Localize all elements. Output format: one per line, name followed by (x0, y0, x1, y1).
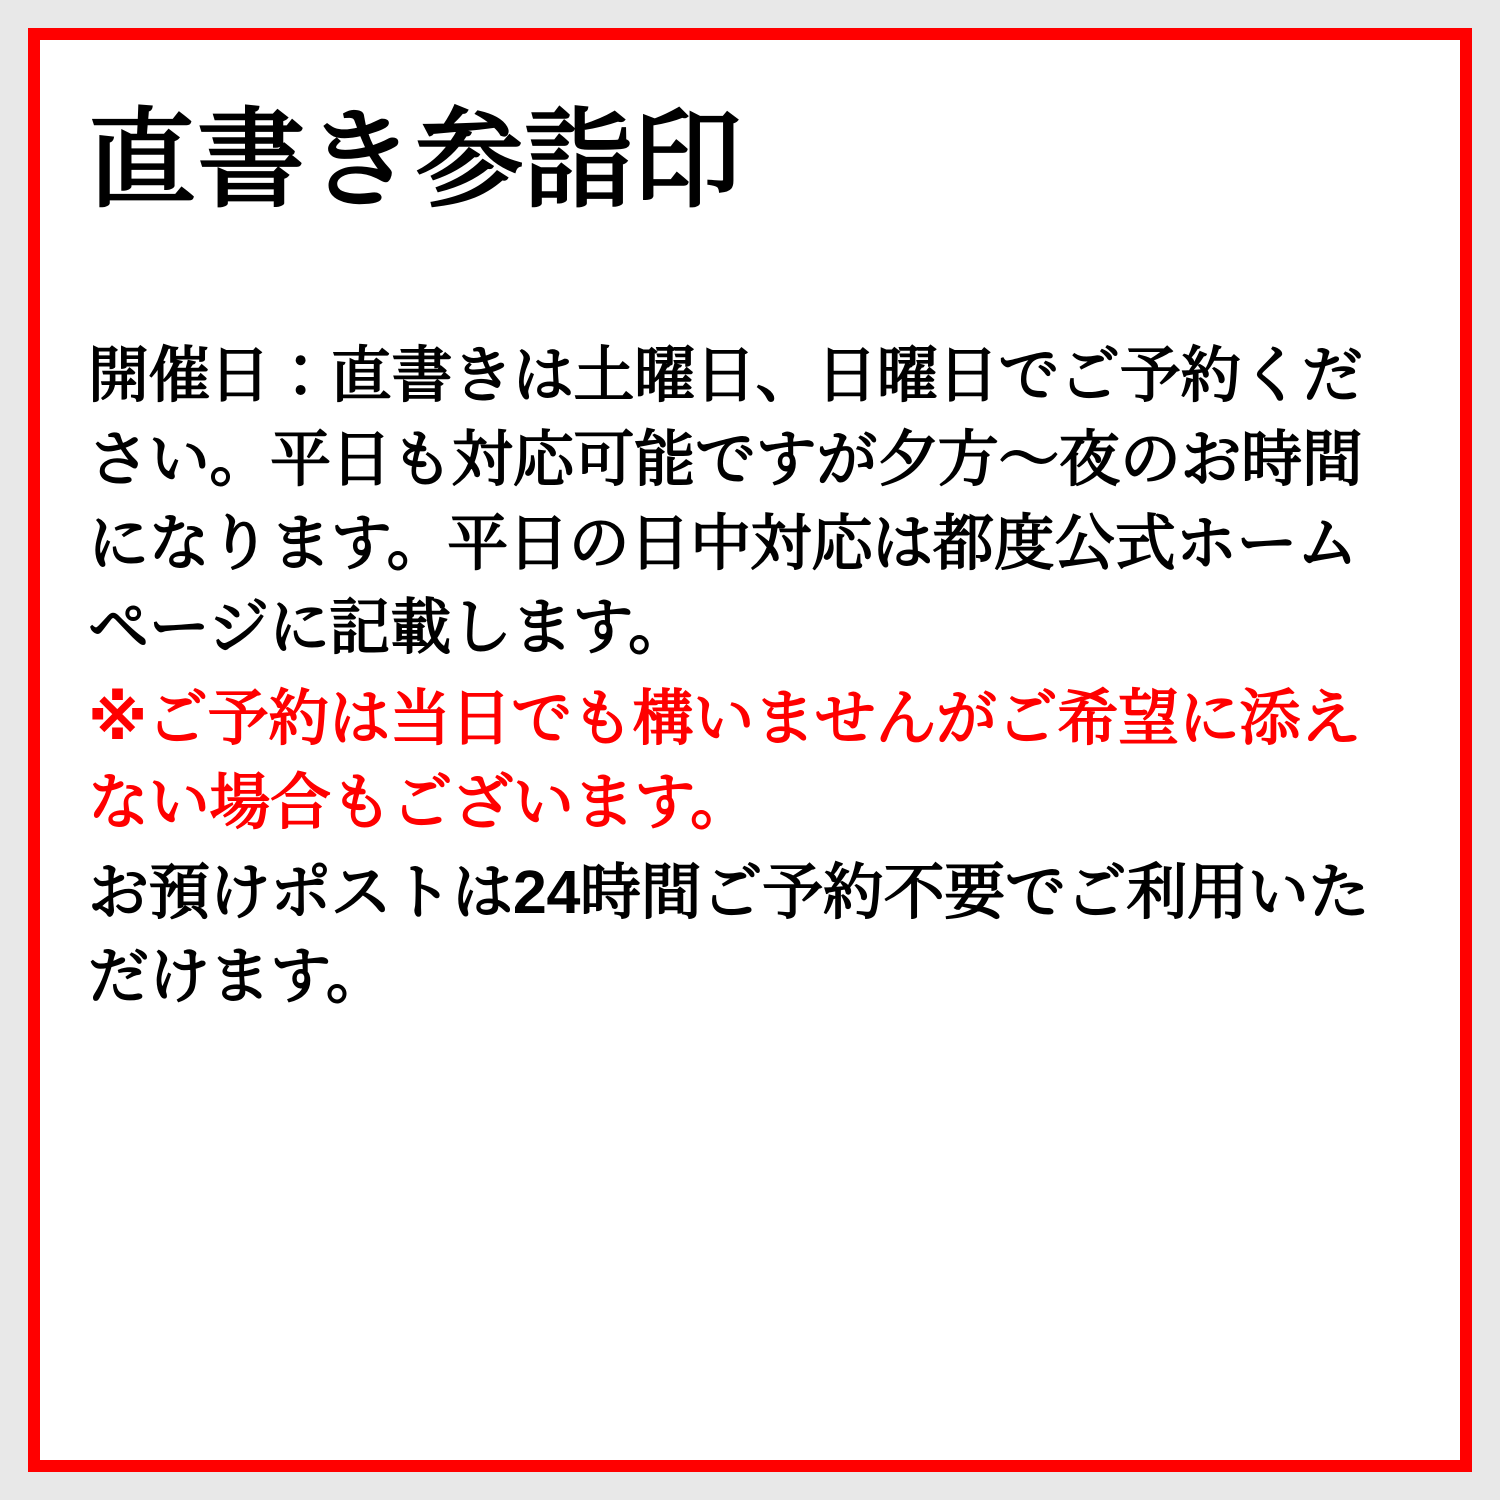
paragraph-post-box: お預けポストは24時間ご予約不要でご利用いただけます。 (88, 857, 1370, 1011)
poster-content (40, 40, 1460, 1460)
paragraph-schedule: 開催日：直書きは土曜日、日曜日でご予約ください。平日も対応可能ですが夕方〜夜のお時間になります。平日の日中対応は都度公式ホームページに記載します。 (88, 340, 1363, 662)
paragraph-reservation-note: ※ご予約は当日でも構いませんがご希望に添えない場合もございます。 (88, 683, 1361, 836)
page-title: 直書き参詣印 (88, 99, 743, 220)
body-text-block (88, 333, 1398, 1018)
red-border-frame (28, 28, 1472, 1472)
